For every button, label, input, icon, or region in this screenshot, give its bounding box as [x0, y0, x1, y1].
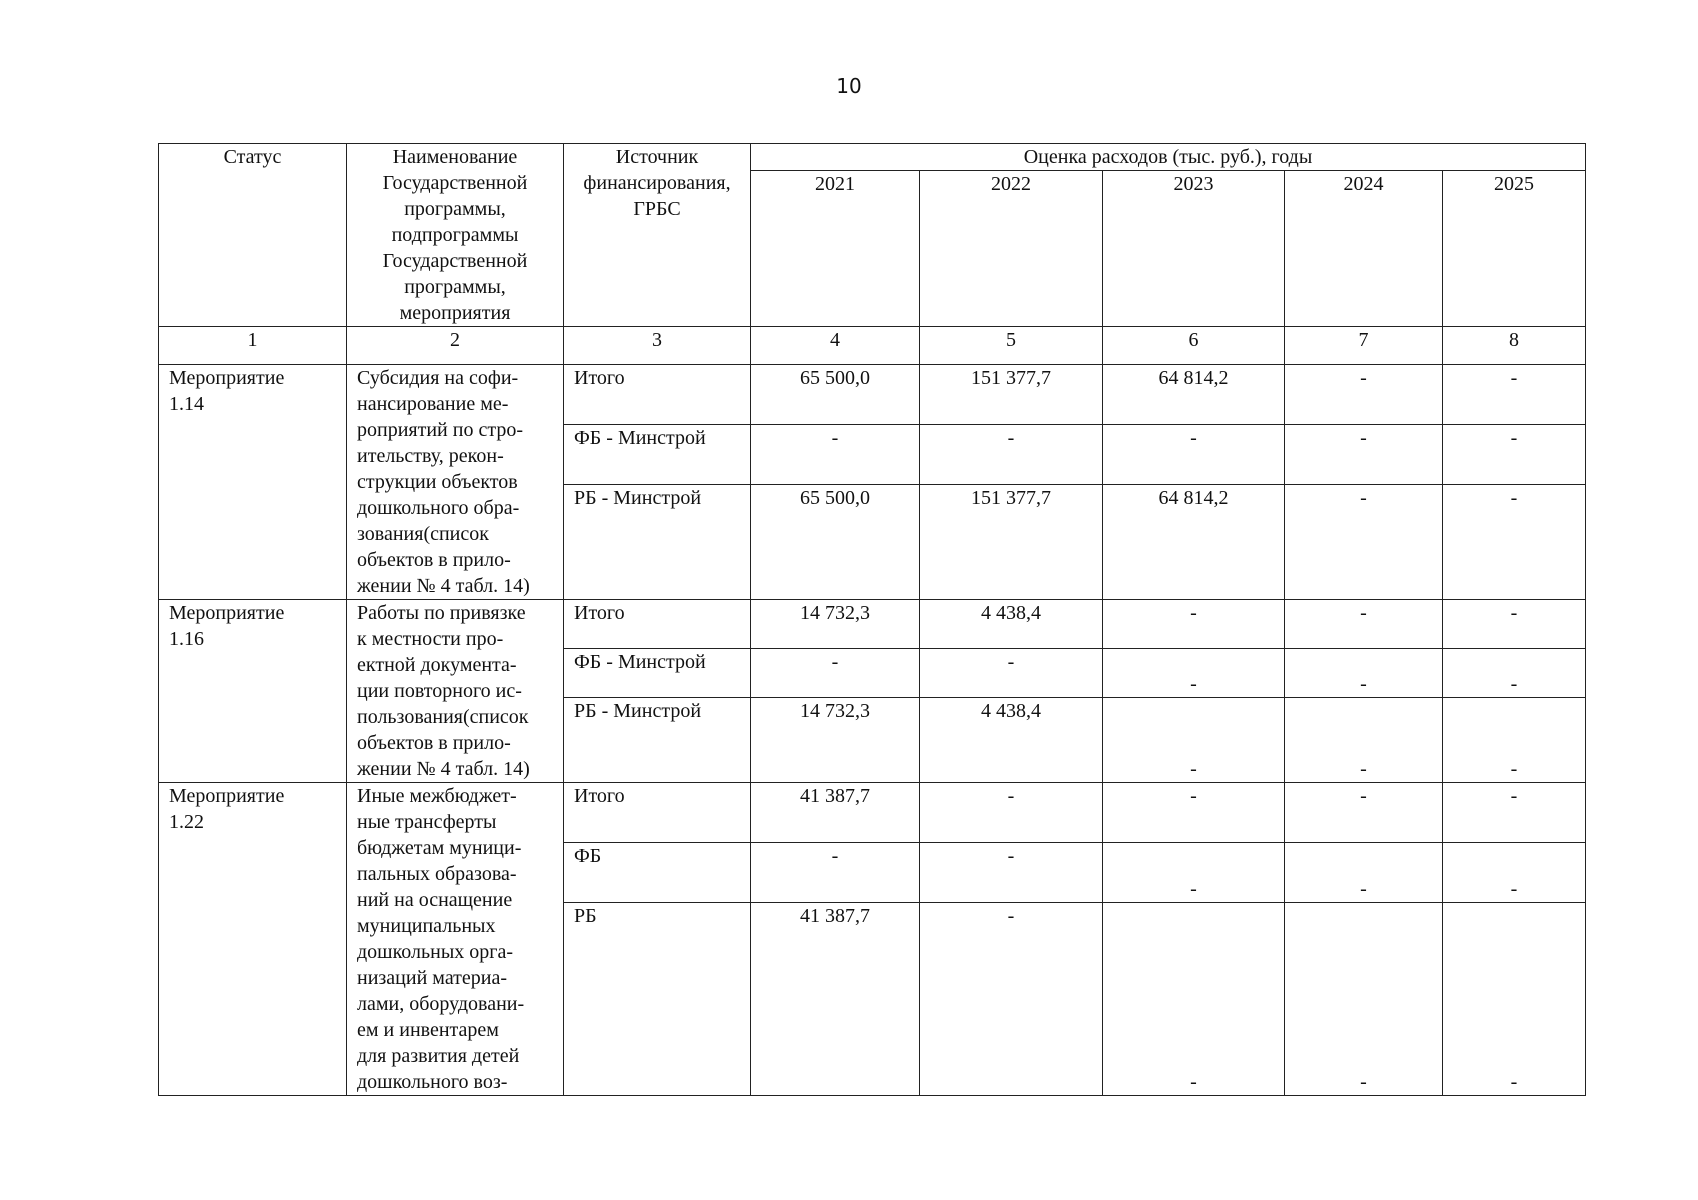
value-cell: - [1443, 648, 1586, 697]
value-cell: - [1103, 697, 1285, 782]
row-source: ФБ - Минстрой [564, 424, 751, 484]
row-source: РБ - Минстрой [564, 484, 751, 600]
value-cell: 65 500,0 [751, 484, 920, 600]
value-cell: - [1443, 842, 1586, 902]
row-status: Мероприятие 1.16 [159, 600, 347, 783]
row-status: Мероприятие 1.14 [159, 365, 347, 600]
value-cell: - [1443, 365, 1586, 425]
value-cell: 4 438,4 [920, 697, 1103, 782]
value-cell: - [1103, 424, 1285, 484]
column-number: 4 [751, 327, 920, 365]
value-cell: - [1285, 902, 1443, 1096]
header-year: 2023 [1103, 171, 1285, 327]
value-cell: 65 500,0 [751, 365, 920, 425]
value-cell: - [1443, 484, 1586, 600]
value-cell: 64 814,2 [1103, 484, 1285, 600]
header-year: 2025 [1443, 171, 1586, 327]
row-source: ФБ - Минстрой [564, 648, 751, 697]
value-cell: - [751, 648, 920, 697]
budget-table [158, 143, 1586, 1096]
row-source: ФБ [564, 842, 751, 902]
value-cell: 151 377,7 [920, 484, 1103, 600]
column-number: 7 [1285, 327, 1443, 365]
header-year: 2024 [1285, 171, 1443, 327]
value-cell: 64 814,2 [1103, 365, 1285, 425]
value-cell: - [920, 424, 1103, 484]
header-estimate: Оценка расходов (тыс. руб.), годы [751, 144, 1586, 171]
value-cell: - [920, 648, 1103, 697]
row-source: Итого [564, 783, 751, 843]
table-row [159, 783, 1586, 843]
value-cell: - [1103, 600, 1285, 649]
value-cell: - [1443, 783, 1586, 843]
value-cell: - [1285, 697, 1443, 782]
column-number: 5 [920, 327, 1103, 365]
value-cell: 151 377,7 [920, 365, 1103, 425]
value-cell: - [920, 842, 1103, 902]
value-cell: - [1103, 783, 1285, 843]
value-cell: - [1443, 902, 1586, 1096]
page-number: 10 [836, 74, 862, 98]
value-cell: 41 387,7 [751, 902, 920, 1096]
value-cell: - [1443, 600, 1586, 649]
value-cell: - [1285, 842, 1443, 902]
row-status: Мероприятие 1.22 [159, 783, 347, 1096]
header-row-1 [159, 144, 1586, 171]
value-cell: - [1443, 424, 1586, 484]
row-name: Работы по привязке к местности про- ектной документа- ции повторного ис- пользования(список объектов в прило- жении № 4 табл. 14) [347, 600, 564, 783]
value-cell: - [1443, 697, 1586, 782]
column-number: 2 [347, 327, 564, 365]
column-number: 1 [159, 327, 347, 365]
value-cell: - [920, 783, 1103, 843]
row-source: Итого [564, 365, 751, 425]
header-row-numbers [159, 327, 1586, 365]
value-cell: - [1285, 783, 1443, 843]
value-cell: 14 732,3 [751, 600, 920, 649]
value-cell: - [1103, 902, 1285, 1096]
header-year: 2022 [920, 171, 1103, 327]
value-cell: - [751, 842, 920, 902]
row-source: Итого [564, 600, 751, 649]
row-name: Субсидия на софи- нансирование ме- роприятий по стро- ительству, рекон- струкции объектов дошкольного обра- зования(список объектов в прило- жении № 4 табл. 14) [347, 365, 564, 600]
value-cell: - [1103, 648, 1285, 697]
value-cell: - [1285, 424, 1443, 484]
table-row [159, 365, 1586, 425]
value-cell: - [1103, 842, 1285, 902]
row-source: РБ - Минстрой [564, 697, 751, 782]
value-cell: - [1285, 600, 1443, 649]
column-number: 8 [1443, 327, 1586, 365]
row-source: РБ [564, 902, 751, 1096]
header-status: Статус [159, 144, 347, 327]
header-name: Наименование Государственной программы, подпрограммы Государственной программы, мероприятия [347, 144, 564, 327]
value-cell: - [920, 902, 1103, 1096]
column-number: 6 [1103, 327, 1285, 365]
value-cell: - [751, 424, 920, 484]
value-cell: - [1285, 484, 1443, 600]
value-cell: 4 438,4 [920, 600, 1103, 649]
value-cell: - [1285, 365, 1443, 425]
header-source: Источник финансирования, ГРБС [564, 144, 751, 327]
column-number: 3 [564, 327, 751, 365]
table-row [159, 600, 1586, 649]
header-year: 2021 [751, 171, 920, 327]
value-cell: 41 387,7 [751, 783, 920, 843]
value-cell: 14 732,3 [751, 697, 920, 782]
value-cell: - [1285, 648, 1443, 697]
row-name: Иные межбюджет- ные трансферты бюджетам муници- пальных образова- ний на оснащение муниципальных дошкольных орга- низаций материа- лами, оборудовани- ем и инвентарем для развития детей дошкольного воз- [347, 783, 564, 1096]
